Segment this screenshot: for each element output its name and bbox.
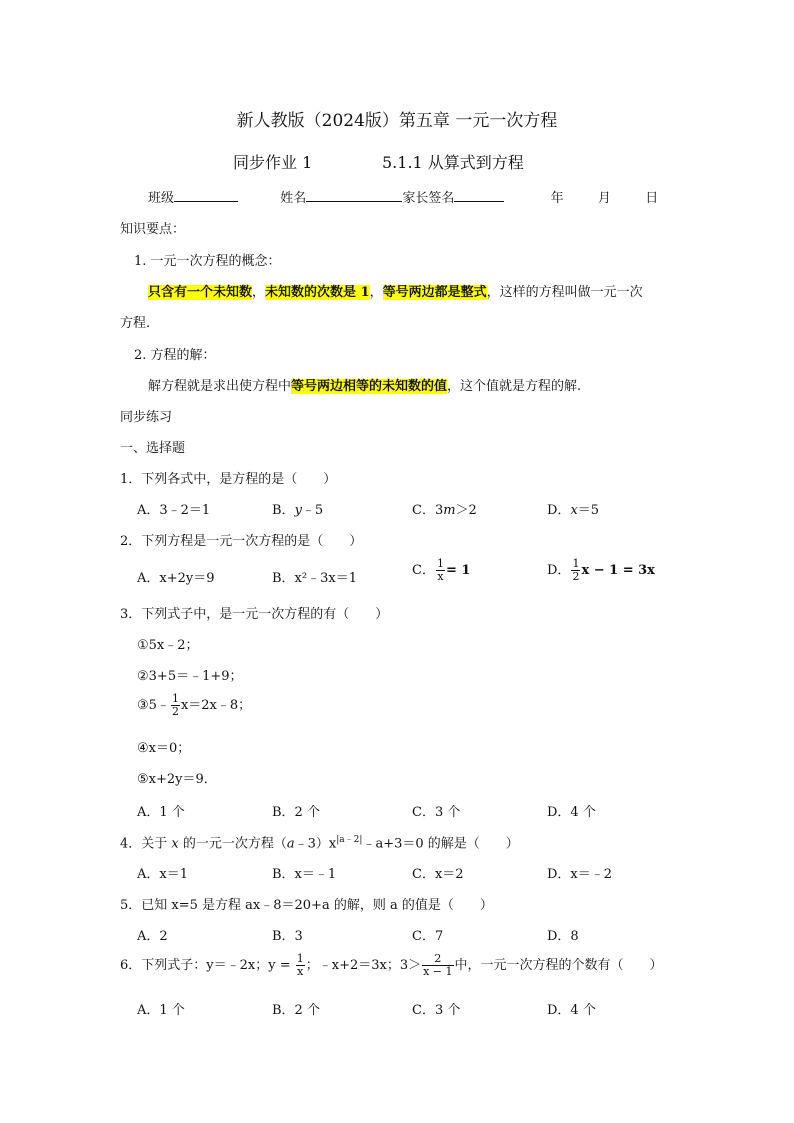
question-3-stem: 3．下列式子中，是一元一次方程的有（ ） (120, 607, 389, 622)
q6-option-a[interactable]: A．1 个 (137, 1003, 185, 1018)
name-blank[interactable] (306, 189, 402, 202)
fraction (436, 558, 445, 583)
question-1-stem: 1．下列各式中，是方程的是（ ） (120, 472, 337, 487)
page-title: 新人教版（2024版）第五章 一元一次方程 (236, 111, 558, 131)
q4-option-c[interactable]: C．x＝2 (412, 867, 464, 882)
practice-heading: 同步练习 (120, 410, 173, 425)
stem-text: 4．关于 (120, 836, 172, 852)
option-letter: D． (547, 503, 571, 518)
variable: x (570, 503, 578, 518)
day-label: 日 (645, 191, 659, 206)
q3-option-b[interactable]: B．2 个 (272, 805, 320, 820)
option-letter: B． (272, 503, 295, 518)
numerator: 1 (436, 557, 444, 570)
stem-text: 中，一元一次方程的个数有（ ） (454, 958, 663, 973)
year-label: 年 (550, 191, 564, 206)
question-2-stem: 2．下列方程是一元一次方程的是（ ） (120, 534, 363, 549)
class-label: 班级 (148, 191, 175, 206)
variable: a (286, 836, 295, 852)
option-letter: C． (412, 563, 435, 578)
fraction (571, 558, 580, 583)
option-text: ＞2 (455, 503, 477, 518)
denominator: x (437, 570, 444, 583)
q5-option-a[interactable]: A．2 (137, 929, 168, 944)
q3-item-2: ②3+5＝﹣1+9； (137, 669, 243, 684)
stem-text: ；﹣x+2＝3x；3＞ (305, 958, 422, 973)
knowledge-item-1-cont: 方程. (120, 316, 151, 331)
numerator: 1 (171, 692, 179, 705)
q5-option-d[interactable]: D．8 (547, 929, 579, 944)
knowledge-item-2-title: 2. 方程的解： (134, 348, 216, 363)
q6-option-d[interactable]: D．4 个 (547, 1003, 596, 1018)
q3-item-5: ⑤x+2y＝9． (137, 772, 217, 787)
option-letter: D． (547, 563, 571, 578)
q4-option-a[interactable]: A．x＝1 (137, 867, 188, 882)
item-text: ③5﹣ (137, 698, 170, 713)
q2-option-d[interactable] (547, 558, 655, 583)
class-blank[interactable] (174, 189, 238, 202)
highlight-equal-value: 等号两边相等的未知数的值 (291, 379, 448, 394)
denominator: 2 (572, 570, 580, 583)
knowledge-heading: 知识要点： (120, 222, 186, 237)
q2-option-b[interactable]: B．x²﹣3x＝1 (272, 571, 357, 586)
q6-option-c[interactable]: C．3 个 (412, 1003, 461, 1018)
variable: m (443, 503, 456, 518)
question-4-stem (120, 832, 519, 851)
option-letter: C．3 (412, 503, 444, 518)
parent-signature-label: 家长签名 (402, 191, 455, 206)
highlight-integral-expressions: 等号两边都是整式 (382, 285, 487, 300)
numerator: 2 (422, 953, 453, 966)
denominator: x (297, 965, 304, 978)
option-text: x − 1 = 3x (581, 563, 655, 578)
q4-option-b[interactable]: B．x＝﹣1 (272, 867, 337, 882)
q4-option-d[interactable]: D．x＝﹣2 (547, 867, 613, 882)
knowledge-item-2-text (148, 375, 581, 394)
q1-option-a[interactable]: A．3﹣2＝1 (137, 503, 211, 518)
q3-item-3 (137, 693, 251, 718)
numerator: 1 (572, 557, 580, 570)
q1-option-d[interactable] (547, 499, 599, 518)
knowledge-item-1-text (148, 281, 643, 300)
highlight-one-unknown: 只含有一个未知数 (148, 285, 253, 300)
option-text: ＝5 (577, 503, 600, 518)
variable: x (171, 836, 179, 852)
option-text: ﹣5 (301, 503, 324, 518)
exponent: |a﹣2| (336, 835, 363, 845)
stem-text: ﹣3）x (294, 836, 337, 852)
name-label: 姓名 (280, 191, 307, 206)
parent-signature-blank[interactable] (454, 189, 504, 202)
variable: y (294, 503, 302, 518)
definition-rest: ，这样的方程叫做一元一次 (486, 285, 643, 300)
fraction (171, 693, 180, 718)
question-5-stem: 5．已知 x=5 是方程 ax﹣8＝20+a 的解，则 a 的值是（ ） (120, 898, 493, 913)
month-label: 月 (597, 191, 611, 206)
denominator: x − 1 (423, 965, 453, 978)
option-text: = 1 (445, 563, 471, 578)
student-info-row (148, 187, 658, 206)
item-text: x＝2x﹣8； (180, 698, 252, 713)
highlight-degree-one: 未知数的次数是 1 (265, 285, 370, 300)
denominator: 2 (171, 705, 179, 718)
stem-text: 6．下列式子：y＝﹣2x；y = (120, 958, 295, 973)
question-6-stem (120, 953, 663, 978)
q3-item-4: ④x＝0； (137, 741, 191, 756)
assignment-label: 同步作业 1 (233, 153, 313, 172)
q1-option-c[interactable] (412, 499, 477, 518)
section-heading: 一、选择题 (120, 441, 186, 456)
q3-item-1: ①5x﹣2； (137, 638, 199, 653)
q3-option-d[interactable]: D．4 个 (547, 805, 596, 820)
q3-option-a[interactable]: A．1 个 (137, 805, 185, 820)
stem-text: ﹣a+3＝0 的解是（ ） (362, 836, 519, 852)
fraction (422, 953, 453, 978)
separator: ， (369, 285, 383, 300)
q1-option-b[interactable] (272, 499, 323, 518)
q3-option-c[interactable]: C．3 个 (412, 805, 461, 820)
q5-option-c[interactable]: C．7 (412, 929, 444, 944)
knowledge-item-1-title: 1. 一元一次方程的概念： (134, 254, 281, 269)
lesson-label: 5.1.1 从算式到方程 (382, 153, 524, 172)
solution-text-rest: ，这个值就是方程的解. (447, 379, 582, 394)
q6-option-b[interactable]: B．2 个 (272, 1003, 320, 1018)
numerator: 1 (296, 952, 304, 965)
solution-text-pre: 解方程就是求出使方程中 (148, 379, 292, 394)
q2-option-c[interactable] (412, 558, 470, 583)
separator: ， (252, 285, 266, 300)
fraction (296, 953, 305, 978)
stem-text: 的一元一次方程（ (178, 836, 287, 852)
q2-option-a[interactable]: A．x+2y＝9 (137, 571, 215, 586)
q5-option-b[interactable]: B．3 (272, 929, 303, 944)
